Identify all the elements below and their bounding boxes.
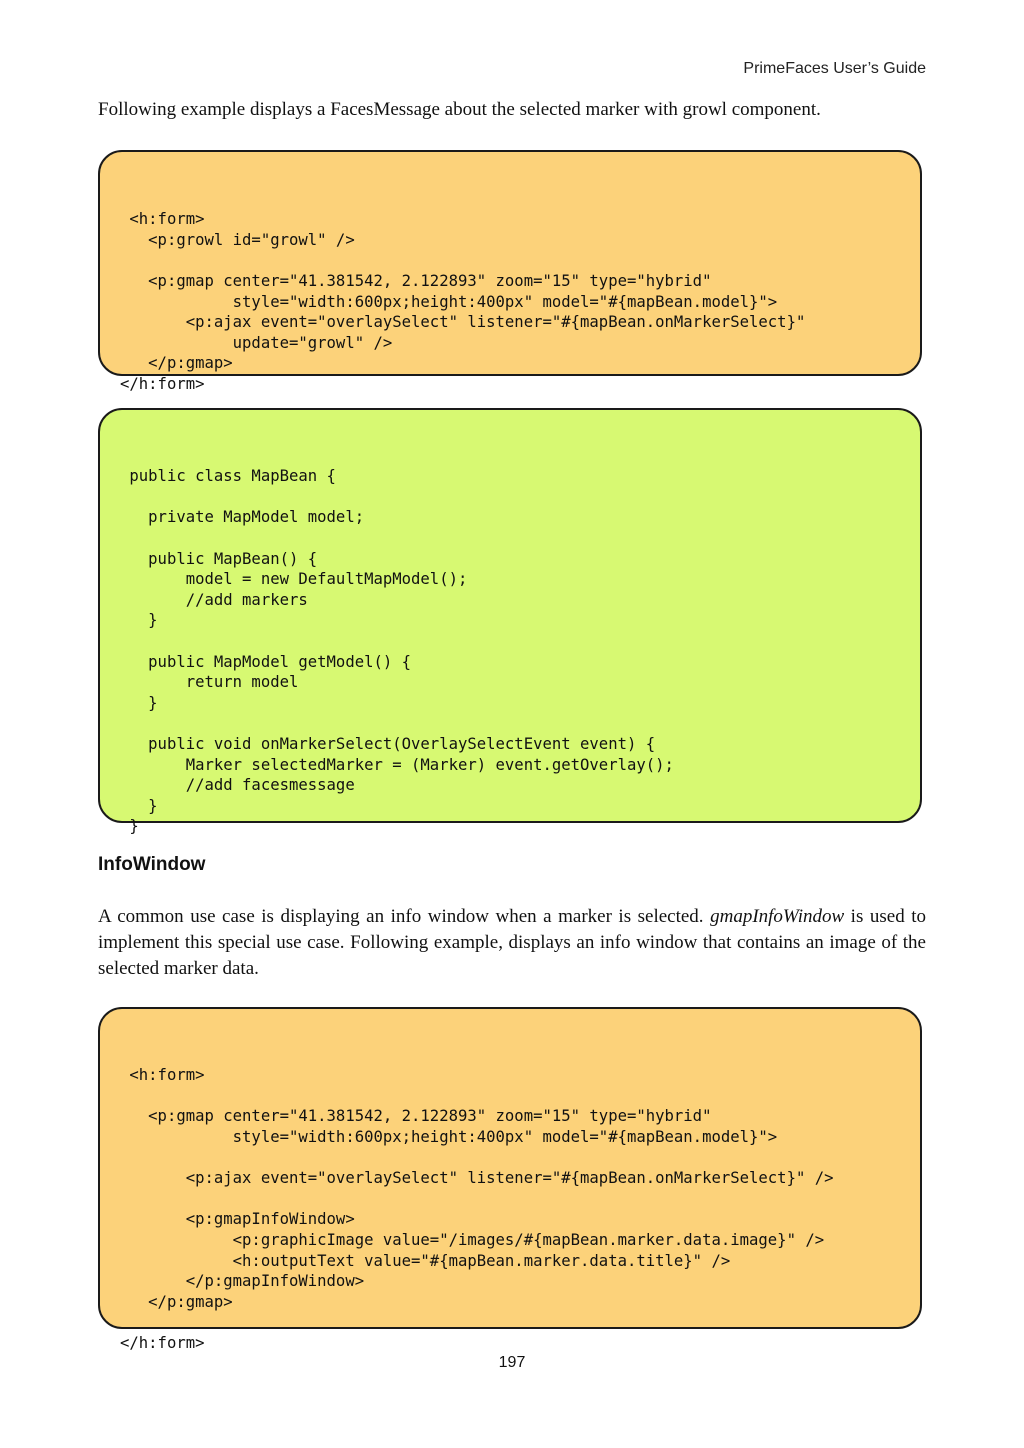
code-line: style="width:600px;height:400px" model="#{mapBean.model}"> (120, 1127, 778, 1146)
section-heading: InfoWindow (98, 854, 206, 875)
code-line: style="width:600px;height:400px" model="#{mapBean.model}"> (120, 292, 778, 311)
code-line: } (120, 693, 158, 712)
code-line: <h:outputText value="#{mapBean.marker.data.title}" /> (120, 1251, 731, 1270)
code-line (120, 713, 900, 734)
code-line: <p:ajax event="overlaySelect" listener="#{mapBean.onMarkerSelect}" (120, 313, 806, 332)
code-line: <p:gmap center="41.381542, 2.122893" zoom="15" type="hybrid" (120, 1107, 712, 1126)
code-line: } (120, 611, 158, 630)
running-header: PrimeFaces User’s Guide (743, 60, 926, 77)
code-line (120, 487, 900, 508)
code-block-xhtml-growl (98, 150, 922, 393)
code-line: </p:gmapInfoWindow> (120, 1272, 365, 1291)
paragraph-emphasis: gmapInfoWindow (710, 906, 845, 927)
intro-paragraph: Following example displays a FacesMessage about the selected marker with growl component. (98, 99, 821, 120)
code-line (120, 528, 900, 549)
code-line: </h:form> (120, 374, 205, 393)
code-line: } (120, 796, 158, 815)
code-line: </h:form> (120, 1333, 205, 1352)
code-line: //add markers (120, 590, 308, 609)
code-line (120, 250, 900, 271)
code-line: //add facesmessage (120, 776, 355, 795)
code-line: <p:ajax event="overlaySelect" listener="#{mapBean.onMarkerSelect}" /> (120, 1169, 834, 1188)
code-line: public MapModel getModel() { (120, 652, 412, 671)
code-line: <p:gmap center="41.381542, 2.122893" zoom="15" type="hybrid" (120, 271, 712, 290)
code-line: Marker selectedMarker = (Marker) event.getOverlay(); (120, 755, 674, 774)
code-line: <p:growl id="growl" /> (120, 230, 355, 249)
code-line (120, 631, 900, 652)
code-line: public class MapBean { (120, 467, 336, 486)
paragraph-text: is used to implement this special use case. Following example, displays an info window that contains an image of the selected marker data. (98, 906, 927, 979)
code-line: <p:gmapInfoWindow> (120, 1210, 355, 1229)
infowindow-paragraph (98, 904, 926, 982)
code-line: <h:form> (120, 210, 205, 229)
code-line (120, 1312, 900, 1333)
code-line: public void onMarkerSelect(OverlaySelectEvent event) { (120, 734, 656, 753)
page-number: 197 (498, 1354, 526, 1371)
code-block-java-mapbean (98, 408, 922, 836)
code-line: } (120, 817, 139, 836)
paragraph-text: A common use case is displaying an info window when a marker is selected. (98, 906, 711, 927)
code-line (120, 1086, 900, 1107)
code-line (120, 1189, 900, 1210)
code-line: </p:gmap> (120, 1292, 233, 1311)
code-line: return model (120, 673, 299, 692)
code-line: model = new DefaultMapModel(); (120, 570, 468, 589)
code-line: update="growl" /> (120, 333, 393, 352)
code-line: private MapModel model; (120, 508, 365, 527)
code-block-xhtml-infowindow (98, 1007, 922, 1352)
code-line: </p:gmap> (120, 354, 233, 373)
code-line (120, 1148, 900, 1169)
code-line: public MapBean() { (120, 549, 318, 568)
code-line: <p:graphicImage value="/images/#{mapBean.marker.data.image}" /> (120, 1230, 825, 1249)
code-line: <h:form> (120, 1066, 205, 1085)
